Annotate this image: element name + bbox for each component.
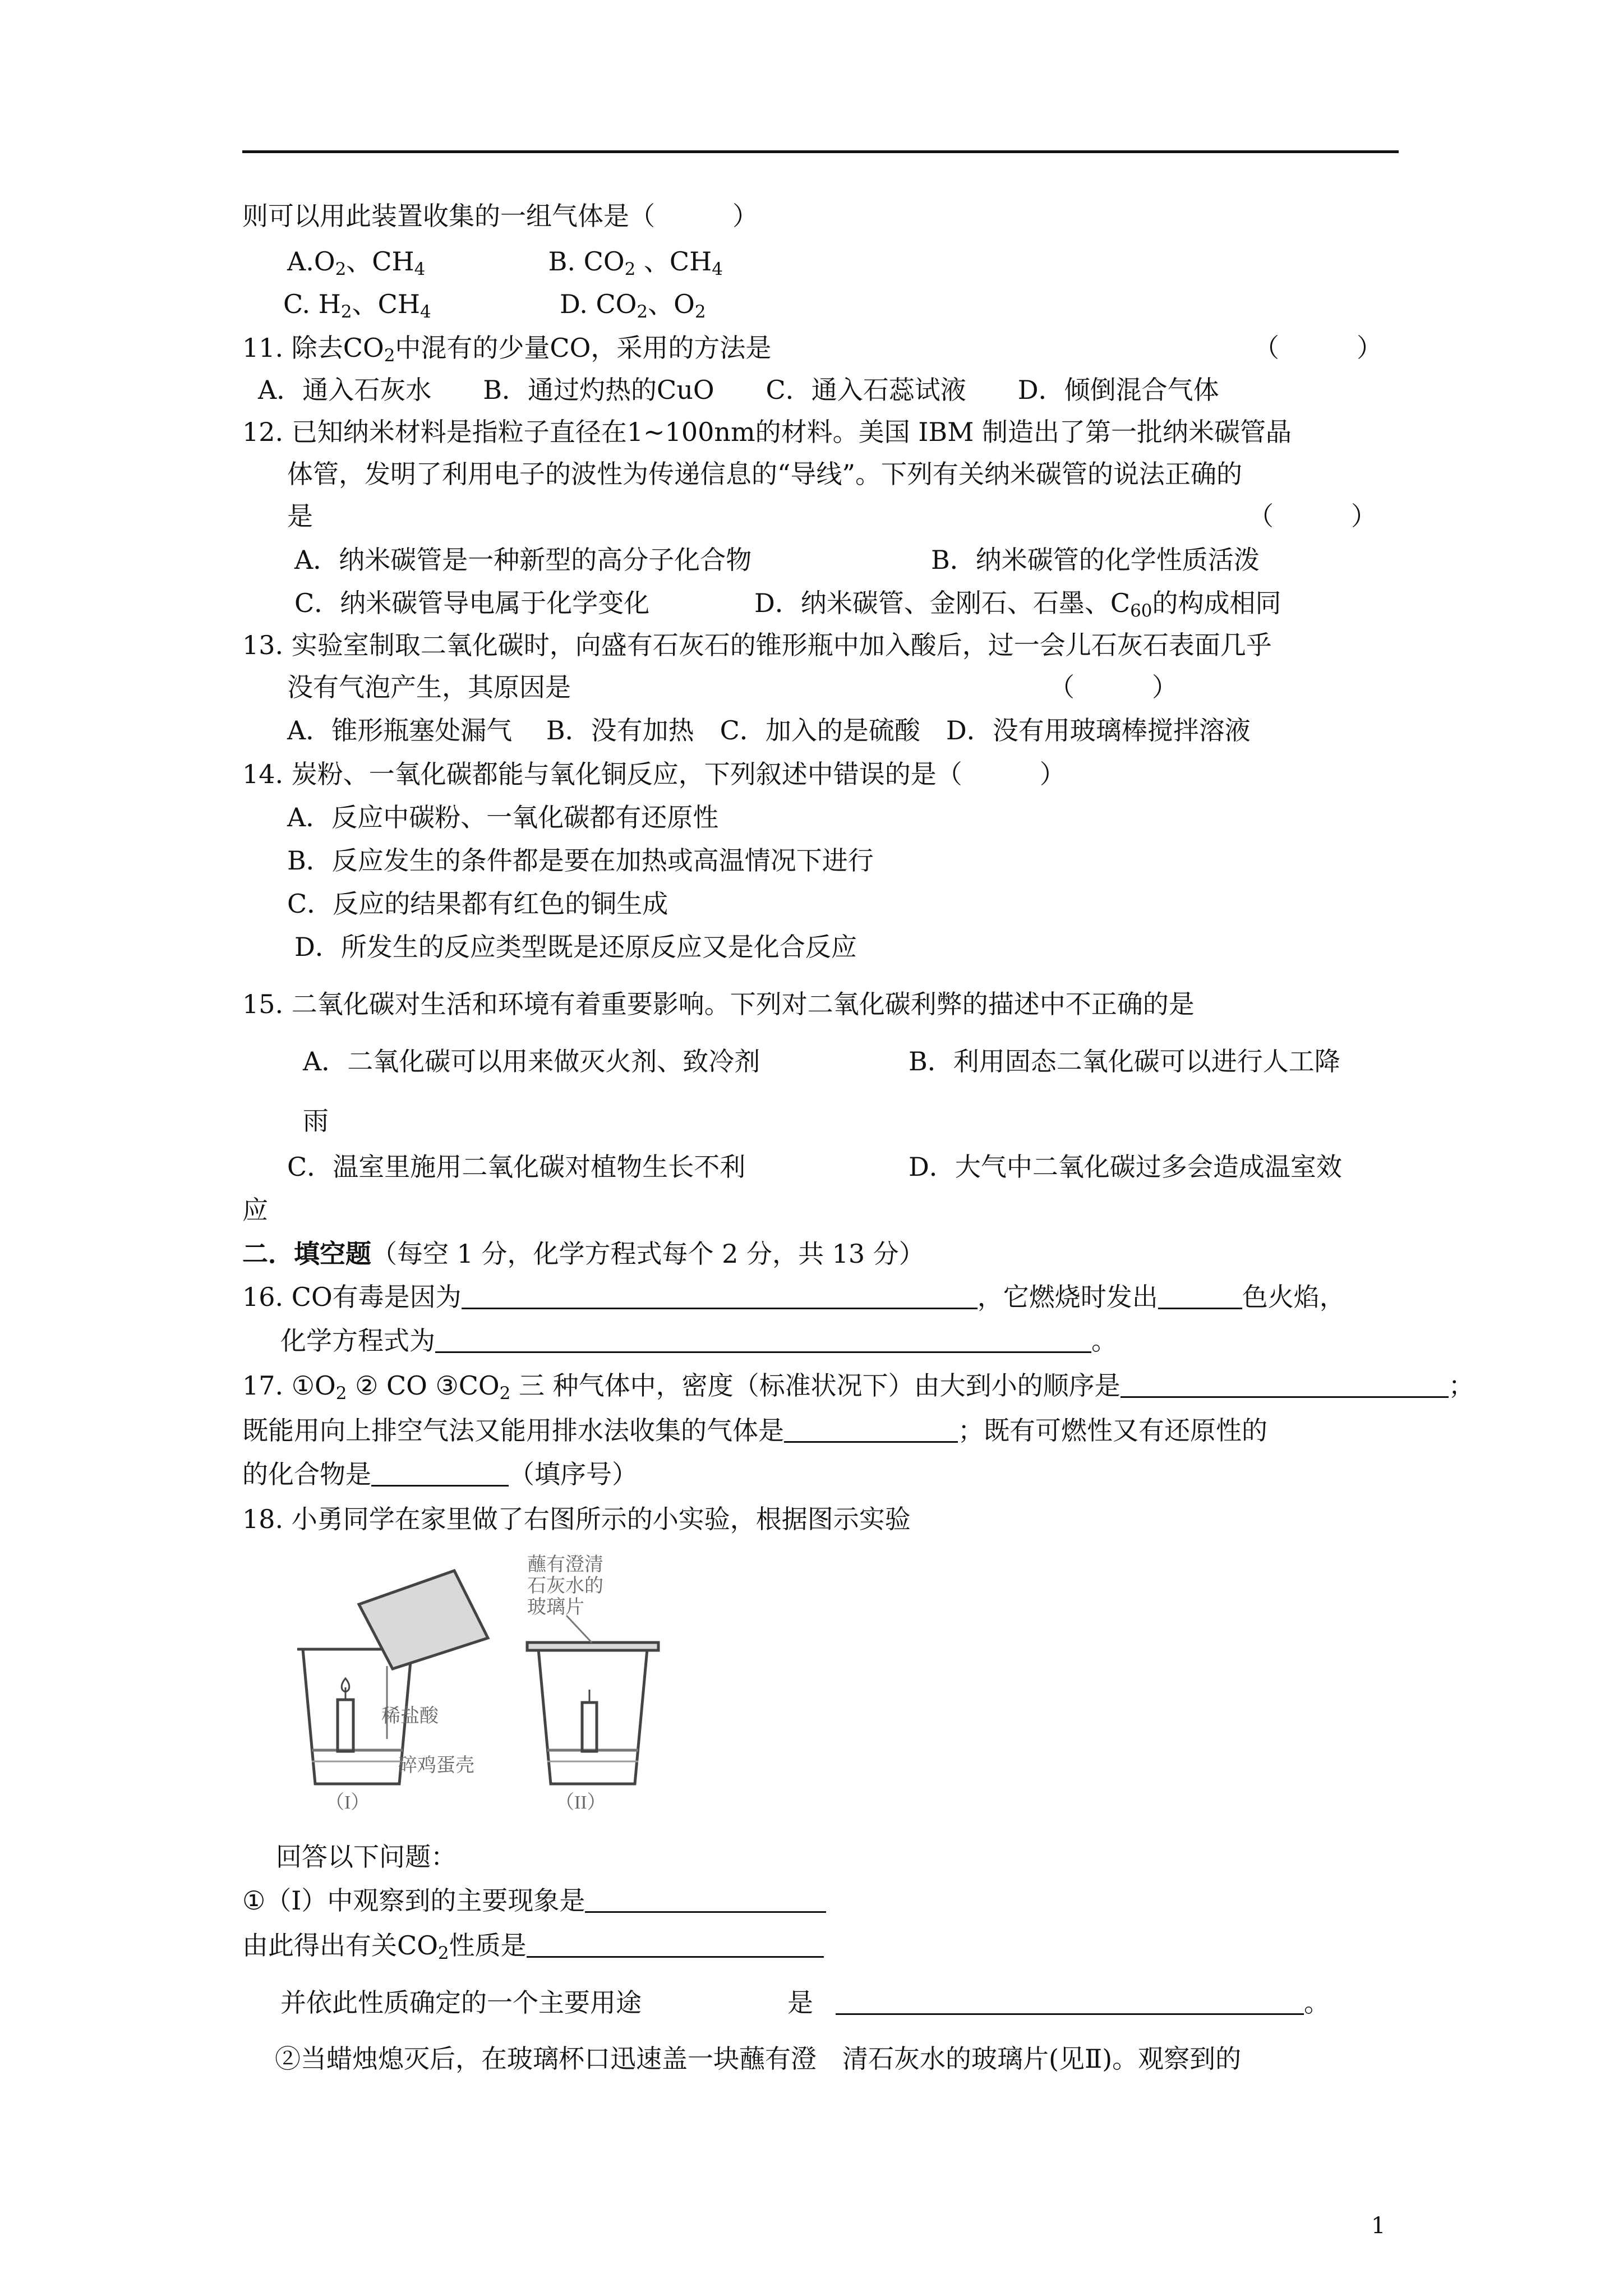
- q12-option-d: D．纳米碳管、金刚石、石墨、$C_{60}$的构成相同: [754, 588, 1281, 621]
- q17-line-2: 既能用向上排空气法又能用排水法收集的气体是 ；既有可燃性又有还原性的: [242, 1415, 1267, 1446]
- q11-options: A．通入石灰水 B．通过灼热的CuO C．通入石蕊试液 D．倾倒混合气体: [258, 375, 1219, 405]
- q16-blank-equation[interactable]: [435, 1328, 1091, 1353]
- q16-line-2: 化学方程式为 。: [280, 1326, 1117, 1356]
- answer-2-blank[interactable]: [527, 1932, 824, 1958]
- answer-3: 并依此性质确定的一个主要用途 是 。: [280, 1987, 1330, 2018]
- answer-1-blank[interactable]: [585, 1888, 826, 1913]
- q12-paren: （ ）: [1248, 501, 1377, 531]
- answer-1: ①（I）中观察到的主要现象是: [242, 1884, 826, 1917]
- q12-option-c: C．纳米碳管导电属于化学变化: [294, 588, 650, 618]
- header-rule: [242, 150, 1399, 153]
- q15-stem: 15. 二氧化碳对生活和环境有着重要影响。下列对二氧化碳利弊的描述中不正确的是: [242, 989, 1195, 1019]
- q16-blank-color[interactable]: [1158, 1284, 1242, 1309]
- q13-paren: （ ）: [1049, 672, 1178, 702]
- q13-stem-2: 没有气泡产生，其原因是: [287, 672, 571, 702]
- label-i: （I）: [325, 1792, 370, 1812]
- section-2-heading: [242, 1237, 925, 1271]
- q17-blank-collect-gas[interactable]: [784, 1418, 958, 1443]
- q12-stem-2: 体管，发明了利用电子的波性为传递信息的“导线”。下列有关纳米碳管的说法正确的: [287, 459, 1243, 489]
- beaker-ii: [538, 1649, 647, 1784]
- pouring-cup: [359, 1571, 488, 1669]
- section-2-title: 二．填空题: [242, 1239, 371, 1269]
- q18-stem: 18. 小勇同学在家里做了右图所示的小实验，根据图示实验: [242, 1504, 911, 1534]
- q12-option-b: B．纳米碳管的化学性质活泼: [931, 545, 1260, 575]
- q16-line-1: 16. CO有毒是因为 ，它燃烧时发出 色火焰，: [242, 1282, 1345, 1312]
- q14-option-b: B．反应发生的条件都是要在加热或高温情况下进行: [287, 845, 874, 876]
- label-shell: 碎鸡蛋壳: [398, 1755, 474, 1776]
- q10-options-cd: C. $H_2$、$CH_4$ D. $CO_2$、$O_2$: [283, 289, 706, 322]
- q14-option-d: D．所发生的反应类型既是还原反应又是化合反应: [294, 932, 857, 962]
- answer-2: 由此得出有关$CO_2$性质是: [242, 1929, 824, 1962]
- label-acid: 稀盐酸: [381, 1706, 439, 1727]
- q15-option-a: A．二氧化碳可以用来做灭火剂、致冷剂: [303, 1046, 760, 1076]
- q13-options: A．锥形瓶塞处漏气 B．没有加热 C．加入的是硫酸 D．没有用玻璃棒搅拌溶液: [287, 715, 1251, 746]
- q12-stem-3: 是: [287, 501, 313, 531]
- q17-line-1: 17. $①O_2$ ② CO $③CO_2$ 三 种气体中，密度（标准状况下）由大到小的顺序是 ；: [242, 1370, 1474, 1404]
- q15-option-d-cont: 应: [242, 1195, 268, 1225]
- q12-option-a: A．纳米碳管是一种新型的高分子化合物: [294, 545, 752, 575]
- q13-stem-1: 13. 实验室制取二氧化碳时，向盛有石灰石的锥形瓶中加入酸后，过一会儿石灰石表面几乎: [242, 630, 1272, 660]
- candle-ii: [582, 1703, 597, 1751]
- q15-option-b: B．利用固态二氧化碳可以进行人工降: [909, 1046, 1340, 1076]
- q16-blank-reason[interactable]: [462, 1284, 978, 1309]
- q12-stem-1: 12. 已知纳米材料是指粒子直径在1~100nm的材料。美国 IBM 制造出了第一批纳米碳管晶: [242, 417, 1292, 447]
- q17-blank-density-order[interactable]: [1121, 1373, 1449, 1398]
- answer-intro: 回答以下问题：: [276, 1842, 457, 1872]
- q17-blank-compound[interactable]: [371, 1461, 509, 1487]
- q15-option-d: D．大气中二氧化碳过多会造成温室效: [909, 1152, 1342, 1182]
- q10-options-ab: $A.O_2$、$CH_4$ B. $CO_2$ 、$CH_4$: [287, 246, 723, 279]
- label-glass-2: 石灰水的: [527, 1576, 603, 1596]
- q10-stem: 则可以用此装置收集的一组气体是（ ）: [242, 201, 758, 231]
- q15-option-b-cont: 雨: [303, 1106, 329, 1136]
- q11-stem: 11. 除去$CO_2$中混有的少量CO，采用的方法是: [242, 333, 772, 366]
- candle-i: [338, 1700, 353, 1751]
- label-glass-1: 蘸有澄清: [527, 1554, 603, 1575]
- label-ii: （II）: [555, 1792, 606, 1812]
- section-2-note: （每空 1 分，化学方程式每个 2 分，共 13 分）: [371, 1239, 925, 1269]
- experiment-figure: [275, 1548, 679, 1812]
- answer-4: ②当蜡烛熄灭后，在玻璃杯口迅速盖一块蘸有澄 清石灰水的玻璃片(见Ⅱ)。观察到的: [275, 2044, 1242, 2074]
- q14-option-c: C．反应的结果都有红色的铜生成: [287, 889, 668, 919]
- label-glass-3: 玻璃片: [527, 1597, 584, 1618]
- q14-stem: 14. 炭粉、一氧化碳都能与氧化铜反应，下列叙述中错误的是（ ）: [242, 759, 1066, 789]
- q11-paren: （ ）: [1253, 333, 1382, 363]
- q17-line-3: 的化合物是 （填序号）: [242, 1459, 638, 1489]
- q15-option-c: C．温室里施用二氧化碳对植物生长不利: [287, 1152, 746, 1182]
- q14-option-a: A．反应中碳粉、一氧化碳都有还原性: [287, 802, 719, 832]
- glass-plate: [527, 1642, 658, 1650]
- page-number: 1: [1371, 2213, 1386, 2239]
- answer-3-blank[interactable]: [836, 1990, 1304, 2015]
